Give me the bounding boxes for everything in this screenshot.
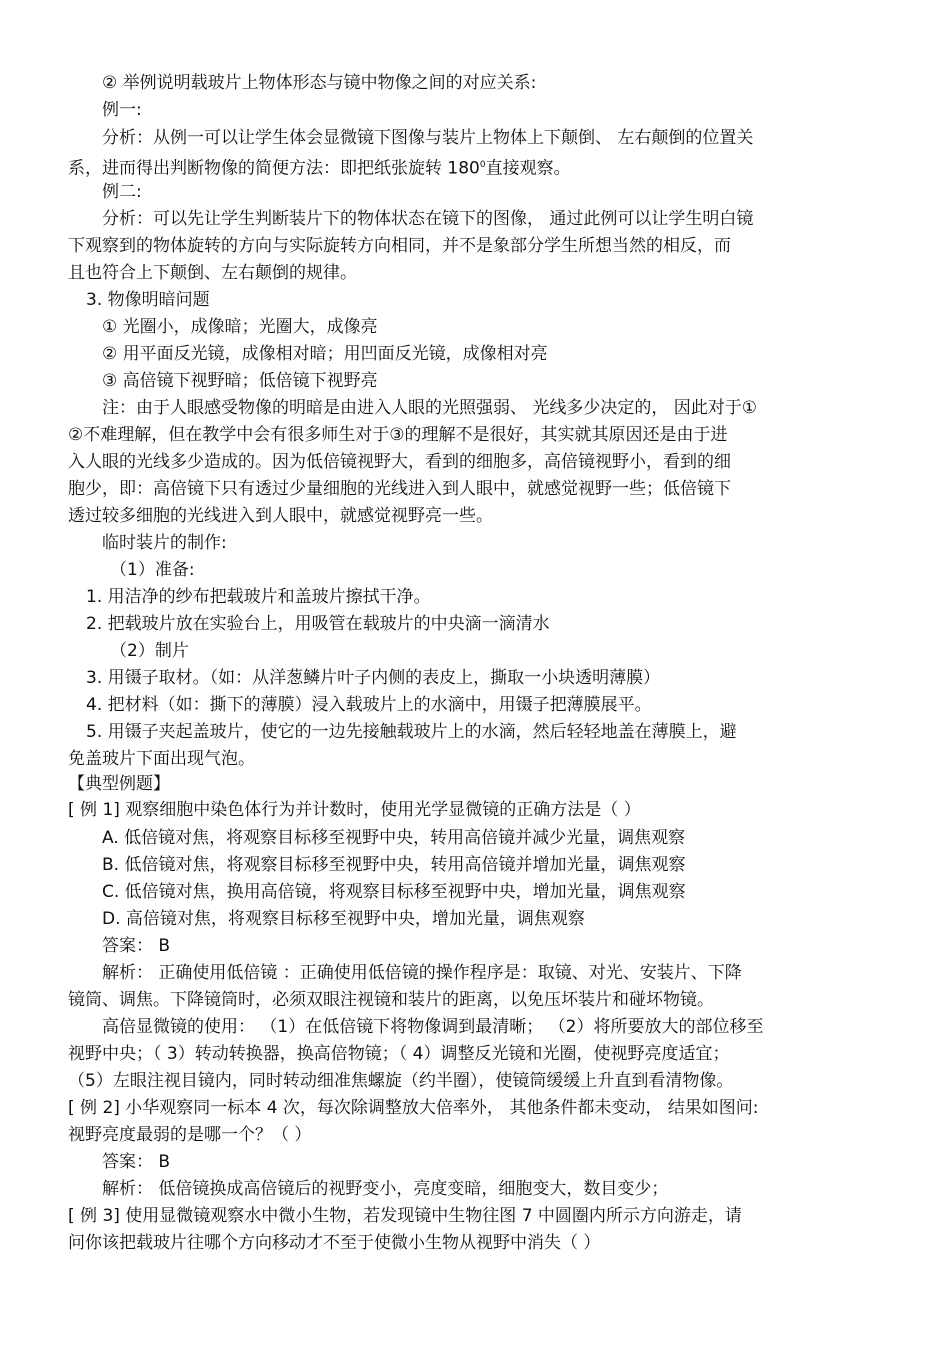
text-line (68, 155, 571, 179)
question-line: [ 例 1] 观察细胞中染色体行为并计数时，使用光学显微镜的正确方法是（ ） (68, 800, 641, 820)
text-line: 高倍显微镜的使用： （1）在低倍镜下将物像调到最清晰； （2）将所要放大的部位移至 (102, 1017, 764, 1037)
text-line: 镜筒、调焦。下降镜筒时，必须双眼注视镜和装片的距离，以免压坏装片和碰坏物镜。 (68, 990, 714, 1010)
text-line: 免盖玻片下面出现气泡。 (68, 749, 255, 769)
text-line: ① 光圈小，成像暗；光圈大，成像亮 (102, 317, 378, 337)
question-line: [ 例 3] 使用显微镜观察水中微小生物，若发现镜中生物往图 7 中圆圈内所示方向游走，请 (68, 1206, 742, 1226)
question-line: 视野亮度最弱的是哪一个？（ ） (68, 1125, 312, 1145)
text-fragment: 直接观察。 (485, 158, 571, 179)
text-line: ② 举例说明载玻片上物体形态与镜中物像之间的对应关系: (102, 73, 537, 93)
text-line: 胞少，即：高倍镜下只有透过少量细胞的光线进入到人眼中，就感觉视野一些；低倍镜下 (68, 479, 731, 499)
text-line: ② 用平面反光镜，成像相对暗；用凹面反光镜，成像相对亮 (102, 344, 548, 364)
text-line: 注：由于人眼感受物像的明暗是由进入人眼的光照强弱、 光线多少决定的， 因此对于① (102, 398, 758, 418)
text-line: 且也符合上下颠倒、左右颠倒的规律。 (68, 263, 357, 283)
text-line: 例一: (102, 100, 142, 120)
degree-superscript: 0 (479, 160, 486, 170)
text-line: 例二: (102, 182, 142, 202)
list-item: 4. 把材料（如：撕下的薄膜）浸入载玻片上的水滴中，用镊子把薄膜展平。 (86, 695, 652, 715)
text-line: （5）左眼注视目镜内，同时转动细准焦螺旋（约半圈），使镜筒缓缓上升直到看清物像。 (68, 1071, 734, 1091)
text-line: 分析：可以先让学生判断装片下的物体状态在镜下的图像， 通过此例可以让学生明白镜 (102, 209, 754, 229)
list-item: 2. 把载玻片放在实验台上，用吸管在载玻片的中央滴一滴清水 (86, 614, 550, 634)
choice-option: D. 高倍镜对焦，将观察目标移至视野中央，增加光量，调焦观察 (102, 909, 585, 929)
text-line: ③ 高倍镜下视野暗；低倍镜下视野亮 (102, 371, 378, 391)
choice-option: B. 低倍镜对焦，将观察目标移至视野中央，转用高倍镜并增加光量，调焦观察 (102, 855, 686, 875)
list-item: 1. 用洁净的纱布把载玻片和盖玻片擦拭干净。 (86, 587, 431, 607)
text-line: 视野中央；（ 3）转动转换器，换高倍物镜；（ 4）调整反光镜和光圈，使视野亮度适宜； (68, 1044, 730, 1064)
choice-option: C. 低倍镜对焦，换用高倍镜，将观察目标移至视野中央，增加光量，调焦观察 (102, 882, 686, 902)
text-line: 透过较多细胞的光线进入到人眼中，就感觉视野亮一些。 (68, 506, 493, 526)
text-line: 解析： 正确使用低倍镜 ：正确使用低倍镜的操作程序是：取镜、对光、安装片、下降 (102, 963, 742, 983)
list-item: 3. 用镊子取材。（如：从洋葱鳞片叶子内侧的表皮上，撕取一小块透明薄膜） (86, 668, 661, 688)
section-heading: 临时装片的制作: (102, 533, 227, 553)
text-line: 分析：从例一可以让学生体会显微镜下图像与装片上物体上下颠倒、 左右颠倒的位置关 (102, 128, 754, 148)
choice-option: A. 低倍镜对焦，将观察目标移至视野中央，转用高倍镜并减少光量，调焦观察 (102, 828, 686, 848)
question-line: 问你该把载玻片往哪个方向移动才不至于使微小生物从视野中消失（ ） (68, 1233, 601, 1253)
section-heading: 【典型例题】 (68, 774, 170, 794)
text-line: ②不难理解，但在教学中会有很多师生对于③的理解不是很好，其实就其原因还是由于进 (68, 425, 728, 445)
text-line: 解析： 低倍镜换成高倍镜后的视野变小，亮度变暗，细胞变大，数目变少； (102, 1179, 669, 1199)
list-item: 5. 用镊子夹起盖玻片，使它的一边先接触载玻片上的水滴，然后轻轻地盖在薄膜上，避 (86, 722, 737, 742)
answer-line: 答案： B (102, 1152, 171, 1172)
text-line: （1）准备: (110, 560, 195, 580)
question-line: [ 例 2] 小华观察同一标本 4 次，每次除调整放大倍率外， 其他条件都未变动， 结果如图问: (68, 1098, 759, 1118)
answer-line: 答案： B (102, 936, 171, 956)
text-line: 下观察到的物体旋转的方向与实际旋转方向相同，并不是象部分学生所想当然的相反，而 (68, 236, 731, 256)
text-line: 入人眼的光线多少造成的。因为低倍镜视野大，看到的细胞多，高倍镜视野小，看到的细 (68, 452, 731, 472)
section-heading: 3. 物像明暗问题 (86, 290, 210, 310)
text-fragment: 系，进而得出判断物像的简便方法：即把纸张旋转 180 (68, 158, 480, 179)
text-line: （2）制片 (110, 641, 189, 661)
